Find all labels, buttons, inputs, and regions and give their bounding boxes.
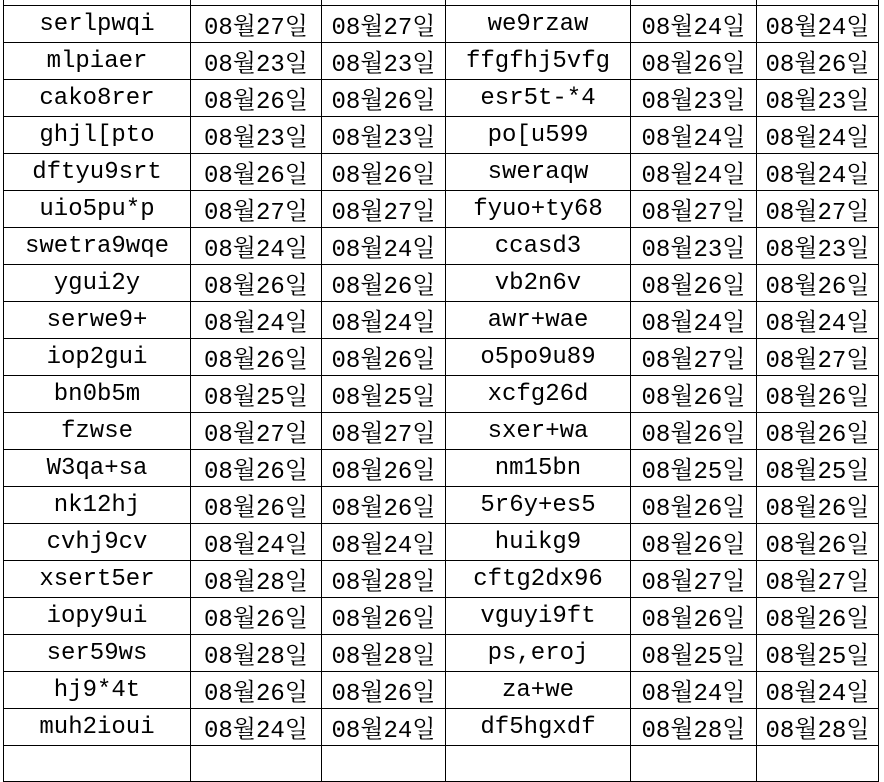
cell-date: 08월26일 bbox=[322, 154, 446, 191]
cell-id: nm15bn bbox=[446, 450, 631, 487]
table-row bbox=[4, 376, 879, 413]
cell-date: 08월24일 bbox=[757, 302, 879, 339]
cell-id: W3qa+sa bbox=[4, 450, 191, 487]
cell-date: 08월25일 bbox=[322, 376, 446, 413]
cell-id: nk12hj bbox=[4, 487, 191, 524]
cell-date: 08월27일 bbox=[757, 561, 879, 598]
cell-id: esr5t-*4 bbox=[446, 80, 631, 117]
cell-date: 08월24일 bbox=[757, 117, 879, 154]
cell-date: 08월28일 bbox=[322, 635, 446, 672]
cell-id: za+we bbox=[446, 672, 631, 709]
cell-date: 08월26일 bbox=[757, 376, 879, 413]
table-row bbox=[4, 191, 879, 228]
cell-date: 08월27일 bbox=[322, 413, 446, 450]
cell-date: 08월26일 bbox=[191, 154, 322, 191]
cell-date: 08월26일 bbox=[322, 450, 446, 487]
cell-date: 08월23일 bbox=[191, 43, 322, 80]
cell-date: 08월26일 bbox=[191, 450, 322, 487]
cell-id: cako8rer bbox=[4, 80, 191, 117]
cell-date: 08월28일 bbox=[757, 709, 879, 746]
cell-date: 08월24일 bbox=[191, 524, 322, 561]
cell-date: 08월26일 bbox=[631, 598, 757, 635]
cell-date: 08월26일 bbox=[322, 339, 446, 376]
cell-date: 08월26일 bbox=[191, 339, 322, 376]
cell-date: 08월28일 bbox=[631, 709, 757, 746]
cell-id: uio5pu*p bbox=[4, 191, 191, 228]
table-row bbox=[4, 117, 879, 154]
cell-date: 08월24일 bbox=[757, 6, 879, 43]
spacer-cell bbox=[446, 746, 631, 782]
cell-id: vb2n6v bbox=[446, 265, 631, 302]
cell-id: serwe9+ bbox=[4, 302, 191, 339]
table-row bbox=[4, 524, 879, 561]
table-row bbox=[4, 228, 879, 265]
cell-date: 08월26일 bbox=[191, 265, 322, 302]
cell-date: 08월27일 bbox=[631, 191, 757, 228]
cell-id: cvhj9cv bbox=[4, 524, 191, 561]
table-row bbox=[4, 302, 879, 339]
cell-date: 08월26일 bbox=[631, 265, 757, 302]
spacer-cell bbox=[757, 746, 879, 782]
spacer-cell bbox=[191, 746, 322, 782]
cell-date: 08월24일 bbox=[631, 302, 757, 339]
cell-id: vguyi9ft bbox=[446, 598, 631, 635]
cell-date: 08월26일 bbox=[322, 80, 446, 117]
table-row bbox=[4, 265, 879, 302]
cell-date: 08월23일 bbox=[322, 43, 446, 80]
cell-date: 08월24일 bbox=[322, 302, 446, 339]
cell-date: 08월26일 bbox=[757, 413, 879, 450]
cell-date: 08월26일 bbox=[191, 487, 322, 524]
cell-date: 08월26일 bbox=[631, 376, 757, 413]
cell-id: o5po9u89 bbox=[446, 339, 631, 376]
cell-date: 08월26일 bbox=[757, 265, 879, 302]
table-row bbox=[4, 80, 879, 117]
cell-date: 08월28일 bbox=[191, 635, 322, 672]
table-row bbox=[4, 339, 879, 376]
cell-id: ps,eroj bbox=[446, 635, 631, 672]
cell-id: 5r6y+es5 bbox=[446, 487, 631, 524]
cell-date: 08월25일 bbox=[631, 635, 757, 672]
table-row bbox=[4, 635, 879, 672]
cell-date: 08월27일 bbox=[322, 6, 446, 43]
cell-id: bn0b5m bbox=[4, 376, 191, 413]
data-table-body bbox=[4, 6, 879, 746]
cell-date: 08월25일 bbox=[757, 450, 879, 487]
cell-date: 08월26일 bbox=[322, 487, 446, 524]
cell-date: 08월26일 bbox=[322, 672, 446, 709]
cell-id: sxer+wa bbox=[446, 413, 631, 450]
cell-date: 08월26일 bbox=[757, 487, 879, 524]
cell-id: hj9*4t bbox=[4, 672, 191, 709]
cell-id: ffgfhj5vfg bbox=[446, 43, 631, 80]
cell-date: 08월23일 bbox=[631, 80, 757, 117]
cell-date: 08월23일 bbox=[322, 117, 446, 154]
cell-date: 08월26일 bbox=[757, 598, 879, 635]
cell-date: 08월24일 bbox=[631, 154, 757, 191]
cell-id: sweraqw bbox=[446, 154, 631, 191]
cell-id: cftg2dx96 bbox=[446, 561, 631, 598]
cell-date: 08월26일 bbox=[757, 43, 879, 80]
table-row bbox=[4, 709, 879, 746]
cell-date: 08월24일 bbox=[631, 117, 757, 154]
cell-id: xcfg26d bbox=[446, 376, 631, 413]
cell-id: dftyu9srt bbox=[4, 154, 191, 191]
cell-id: fyuo+ty68 bbox=[446, 191, 631, 228]
cell-date: 08월25일 bbox=[191, 376, 322, 413]
cell-date: 08월27일 bbox=[631, 339, 757, 376]
cell-id: xsert5er bbox=[4, 561, 191, 598]
table-row bbox=[4, 598, 879, 635]
cell-date: 08월23일 bbox=[757, 80, 879, 117]
table-row bbox=[4, 450, 879, 487]
cell-id: ghjl[pto bbox=[4, 117, 191, 154]
cell-id: muh2ioui bbox=[4, 709, 191, 746]
cell-id: ygui2y bbox=[4, 265, 191, 302]
cell-date: 08월24일 bbox=[631, 672, 757, 709]
spacer-cell bbox=[322, 746, 446, 782]
schedule-table bbox=[3, 0, 879, 782]
cell-date: 08월26일 bbox=[322, 598, 446, 635]
cell-date: 08월28일 bbox=[322, 561, 446, 598]
cell-date: 08월27일 bbox=[757, 339, 879, 376]
bottom-partial-row bbox=[4, 746, 879, 782]
cell-date: 08월26일 bbox=[631, 524, 757, 561]
cell-date: 08월24일 bbox=[757, 154, 879, 191]
cell-date: 08월24일 bbox=[322, 709, 446, 746]
cell-date: 08월24일 bbox=[191, 302, 322, 339]
spacer-cell bbox=[631, 746, 757, 782]
cell-date: 08월26일 bbox=[631, 487, 757, 524]
cell-id: we9rzaw bbox=[446, 6, 631, 43]
cell-id: fzwse bbox=[4, 413, 191, 450]
table-row bbox=[4, 487, 879, 524]
cell-date: 08월28일 bbox=[191, 561, 322, 598]
cell-id: huikg9 bbox=[446, 524, 631, 561]
cell-date: 08월26일 bbox=[631, 43, 757, 80]
cell-date: 08월26일 bbox=[631, 413, 757, 450]
cell-date: 08월23일 bbox=[631, 228, 757, 265]
cell-id: mlpiaer bbox=[4, 43, 191, 80]
cell-id: po[u599 bbox=[446, 117, 631, 154]
cell-date: 08월26일 bbox=[757, 524, 879, 561]
cell-id: iopy9ui bbox=[4, 598, 191, 635]
cell-date: 08월24일 bbox=[191, 228, 322, 265]
cell-date: 08월25일 bbox=[631, 450, 757, 487]
cell-date: 08월26일 bbox=[322, 265, 446, 302]
cell-date: 08월23일 bbox=[757, 228, 879, 265]
spacer-cell bbox=[4, 746, 191, 782]
cell-id: ccasd3 bbox=[446, 228, 631, 265]
cell-id: iop2gui bbox=[4, 339, 191, 376]
table-row bbox=[4, 43, 879, 80]
table-row bbox=[4, 561, 879, 598]
cell-date: 08월26일 bbox=[191, 598, 322, 635]
cell-date: 08월23일 bbox=[191, 117, 322, 154]
table-row bbox=[4, 6, 879, 43]
cell-date: 08월26일 bbox=[191, 80, 322, 117]
cell-date: 08월25일 bbox=[757, 635, 879, 672]
cell-id: swetra9wqe bbox=[4, 228, 191, 265]
cell-date: 08월24일 bbox=[757, 672, 879, 709]
cell-date: 08월24일 bbox=[322, 524, 446, 561]
cell-date: 08월27일 bbox=[631, 561, 757, 598]
cell-date: 08월27일 bbox=[191, 6, 322, 43]
cell-id: serlpwqi bbox=[4, 6, 191, 43]
table-row bbox=[4, 672, 879, 709]
cell-date: 08월24일 bbox=[191, 709, 322, 746]
spacer-row bbox=[4, 746, 879, 782]
cell-date: 08월27일 bbox=[757, 191, 879, 228]
table-row bbox=[4, 413, 879, 450]
table-row bbox=[4, 154, 879, 191]
cell-date: 08월26일 bbox=[191, 672, 322, 709]
cell-date: 08월24일 bbox=[631, 6, 757, 43]
cell-date: 08월27일 bbox=[322, 191, 446, 228]
cell-id: awr+wae bbox=[446, 302, 631, 339]
cell-id: df5hgxdf bbox=[446, 709, 631, 746]
cell-date: 08월24일 bbox=[322, 228, 446, 265]
cell-date: 08월27일 bbox=[191, 191, 322, 228]
cell-id: ser59ws bbox=[4, 635, 191, 672]
cell-date: 08월27일 bbox=[191, 413, 322, 450]
